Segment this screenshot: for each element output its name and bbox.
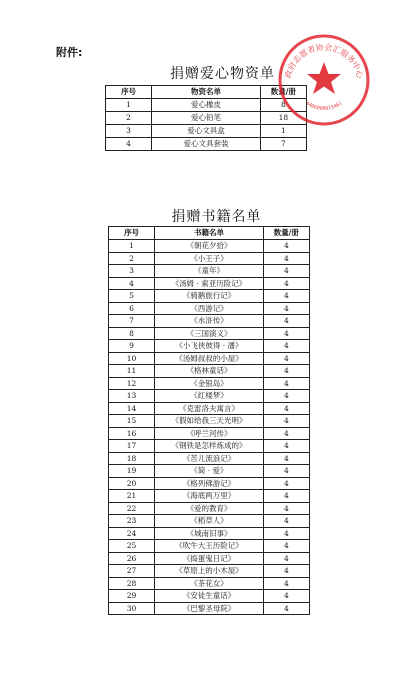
cell-quantity: 4 bbox=[263, 490, 309, 503]
cell-quantity: 4 bbox=[263, 277, 309, 290]
cell-name: 《苦儿流浪记》 bbox=[155, 452, 264, 465]
cell-name: 《吹牛大王历险记》 bbox=[155, 540, 264, 553]
table-row bbox=[109, 290, 310, 303]
cell-index: 10 bbox=[109, 352, 155, 365]
cell-index: 2 bbox=[109, 252, 155, 265]
cell-name: 《巴黎圣母院》 bbox=[155, 602, 264, 615]
table-row bbox=[109, 427, 310, 440]
cell-quantity: 4 bbox=[263, 602, 309, 615]
cell-index: 24 bbox=[109, 527, 155, 540]
cell-name: 爱心橡皮 bbox=[152, 99, 261, 112]
cell-name: 《茶花女》 bbox=[155, 577, 264, 590]
cell-index: 1 bbox=[106, 99, 152, 112]
cell-quantity: 4 bbox=[263, 552, 309, 565]
cell-name: 《格列佛游记》 bbox=[155, 477, 264, 490]
header-book-name: 书籍名单 bbox=[155, 227, 264, 240]
cell-name: 《海底两万里》 bbox=[155, 490, 264, 503]
cell-index: 17 bbox=[109, 440, 155, 453]
attachment-label: 附件: bbox=[56, 46, 83, 59]
cell-quantity: 4 bbox=[263, 565, 309, 578]
table-row bbox=[109, 277, 310, 290]
cell-index: 11 bbox=[109, 365, 155, 378]
cell-name: 《西游记》 bbox=[155, 302, 264, 315]
cell-name: 《格林童话》 bbox=[155, 365, 264, 378]
table-row bbox=[109, 490, 310, 503]
cell-index: 16 bbox=[109, 427, 155, 440]
cell-index: 18 bbox=[109, 452, 155, 465]
cell-quantity: 4 bbox=[263, 402, 309, 415]
table-row bbox=[109, 377, 310, 390]
table-row bbox=[109, 265, 310, 278]
cell-quantity: 4 bbox=[263, 390, 309, 403]
cell-index: 13 bbox=[109, 390, 155, 403]
cell-index: 27 bbox=[109, 565, 155, 578]
cell-index: 8 bbox=[109, 327, 155, 340]
cell-quantity: 4 bbox=[263, 240, 309, 253]
table-row bbox=[109, 440, 310, 453]
cell-name: 《简 · 爱》 bbox=[155, 465, 264, 478]
table-row bbox=[109, 402, 310, 415]
cell-quantity: 4 bbox=[263, 452, 309, 465]
cell-name: 《汤姆 · 索亚历险记》 bbox=[155, 277, 264, 290]
cell-name: 《朝花夕拾》 bbox=[155, 240, 264, 253]
cell-index: 1 bbox=[109, 240, 155, 253]
seal-text: 政府志愿者协会汇服务中心 bbox=[283, 42, 365, 80]
svg-text:4406000015461 bbox=[305, 101, 344, 112]
cell-index: 20 bbox=[109, 477, 155, 490]
cell-quantity: 4 bbox=[263, 440, 309, 453]
header-quantity: 数量/册 bbox=[260, 86, 306, 99]
cell-quantity: 4 bbox=[263, 265, 309, 278]
table-row bbox=[109, 502, 310, 515]
seal-serial: 4406000015461 bbox=[304, 100, 344, 112]
cell-name: 《水浒传》 bbox=[155, 315, 264, 328]
header-index: 序号 bbox=[109, 227, 155, 240]
cell-name: 《城南旧事》 bbox=[155, 527, 264, 540]
cell-index: 3 bbox=[106, 125, 152, 138]
cell-name: 《钢铁是怎样炼成的》 bbox=[155, 440, 264, 453]
cell-quantity: 18 bbox=[260, 112, 306, 125]
supplies-title: 捐赠爱心物资单 bbox=[170, 66, 275, 82]
cell-name: 《草原上的小木屋》 bbox=[155, 565, 264, 578]
cell-index: 2 bbox=[106, 112, 152, 125]
cell-index: 7 bbox=[109, 315, 155, 328]
table-row bbox=[109, 527, 310, 540]
cell-name: 《爱的教育》 bbox=[155, 502, 264, 515]
cell-quantity: 4 bbox=[263, 577, 309, 590]
cell-quantity: 7 bbox=[260, 138, 306, 151]
cell-name: 《小王子》 bbox=[155, 252, 264, 265]
cell-name: 《汤姆叔叔的小屋》 bbox=[155, 352, 264, 365]
table-row bbox=[109, 252, 310, 265]
books-header-row bbox=[109, 227, 310, 240]
books-title: 捐赠书籍名单 bbox=[171, 209, 262, 225]
cell-name: 《小飞侠彼得 · 潘》 bbox=[155, 340, 264, 353]
cell-name: 《三国演义》 bbox=[155, 327, 264, 340]
cell-quantity: 4 bbox=[263, 427, 309, 440]
cell-name: 《童年》 bbox=[155, 265, 264, 278]
official-seal-stamp bbox=[276, 32, 372, 128]
cell-name: 《安徒生童话》 bbox=[155, 590, 264, 603]
header-index: 序号 bbox=[106, 86, 152, 99]
table-row bbox=[109, 415, 310, 428]
cell-index: 9 bbox=[109, 340, 155, 353]
cell-index: 3 bbox=[109, 265, 155, 278]
cell-quantity: 1 bbox=[260, 125, 306, 138]
table-row bbox=[109, 465, 310, 478]
cell-index: 30 bbox=[109, 602, 155, 615]
table-row bbox=[109, 540, 310, 553]
cell-quantity: 8 bbox=[260, 99, 306, 112]
cell-quantity: 4 bbox=[263, 365, 309, 378]
table-row bbox=[109, 302, 310, 315]
table-row bbox=[109, 240, 310, 253]
table-row bbox=[109, 315, 310, 328]
table-row bbox=[109, 602, 310, 615]
cell-quantity: 4 bbox=[263, 302, 309, 315]
cell-name: 《金银岛》 bbox=[155, 377, 264, 390]
cell-quantity: 4 bbox=[263, 502, 309, 515]
cell-name: 《骑鹅旅行记》 bbox=[155, 290, 264, 303]
cell-quantity: 4 bbox=[263, 415, 309, 428]
cell-quantity: 4 bbox=[263, 290, 309, 303]
cell-quantity: 4 bbox=[263, 477, 309, 490]
cell-quantity: 4 bbox=[263, 515, 309, 528]
cell-quantity: 4 bbox=[263, 527, 309, 540]
cell-name: 《克雷洛夫寓言》 bbox=[155, 402, 264, 415]
table-row bbox=[109, 340, 310, 353]
cell-name: 《假如给我三天光明》 bbox=[155, 415, 264, 428]
table-row bbox=[109, 590, 310, 603]
cell-quantity: 4 bbox=[263, 327, 309, 340]
cell-index: 21 bbox=[109, 490, 155, 503]
header-quantity: 数量/册 bbox=[263, 227, 309, 240]
cell-name: 爱心文具盒 bbox=[152, 125, 261, 138]
books-table bbox=[108, 226, 310, 615]
table-row bbox=[109, 515, 310, 528]
cell-index: 14 bbox=[109, 402, 155, 415]
cell-quantity: 4 bbox=[263, 465, 309, 478]
cell-index: 19 bbox=[109, 465, 155, 478]
cell-quantity: 4 bbox=[263, 315, 309, 328]
cell-name: 《呼兰河传》 bbox=[155, 427, 264, 440]
table-row bbox=[109, 390, 310, 403]
table-row bbox=[109, 565, 310, 578]
cell-name: 《红楼梦》 bbox=[155, 390, 264, 403]
cell-index: 29 bbox=[109, 590, 155, 603]
cell-name: 爱心铅笔 bbox=[152, 112, 261, 125]
table-row bbox=[109, 327, 310, 340]
cell-index: 4 bbox=[106, 138, 152, 151]
table-row bbox=[109, 477, 310, 490]
seal-star-icon bbox=[307, 62, 341, 94]
cell-index: 6 bbox=[109, 302, 155, 315]
table-row bbox=[109, 577, 310, 590]
cell-index: 28 bbox=[109, 577, 155, 590]
cell-name: 爱心文具套装 bbox=[152, 138, 261, 151]
cell-index: 23 bbox=[109, 515, 155, 528]
cell-quantity: 4 bbox=[263, 252, 309, 265]
cell-index: 5 bbox=[109, 290, 155, 303]
table-row bbox=[109, 365, 310, 378]
cell-index: 12 bbox=[109, 377, 155, 390]
cell-name: 《稻草人》 bbox=[155, 515, 264, 528]
cell-index: 15 bbox=[109, 415, 155, 428]
header-item-name: 物资名单 bbox=[152, 86, 261, 99]
table-row bbox=[106, 138, 307, 151]
cell-quantity: 4 bbox=[263, 340, 309, 353]
cell-quantity: 4 bbox=[263, 352, 309, 365]
cell-quantity: 4 bbox=[263, 540, 309, 553]
cell-quantity: 4 bbox=[263, 377, 309, 390]
table-row bbox=[109, 452, 310, 465]
cell-quantity: 4 bbox=[263, 590, 309, 603]
table-row bbox=[109, 552, 310, 565]
table-row bbox=[109, 352, 310, 365]
cell-index: 4 bbox=[109, 277, 155, 290]
cell-index: 26 bbox=[109, 552, 155, 565]
cell-index: 25 bbox=[109, 540, 155, 553]
cell-name: 《捣蛋鬼日记》 bbox=[155, 552, 264, 565]
cell-index: 22 bbox=[109, 502, 155, 515]
